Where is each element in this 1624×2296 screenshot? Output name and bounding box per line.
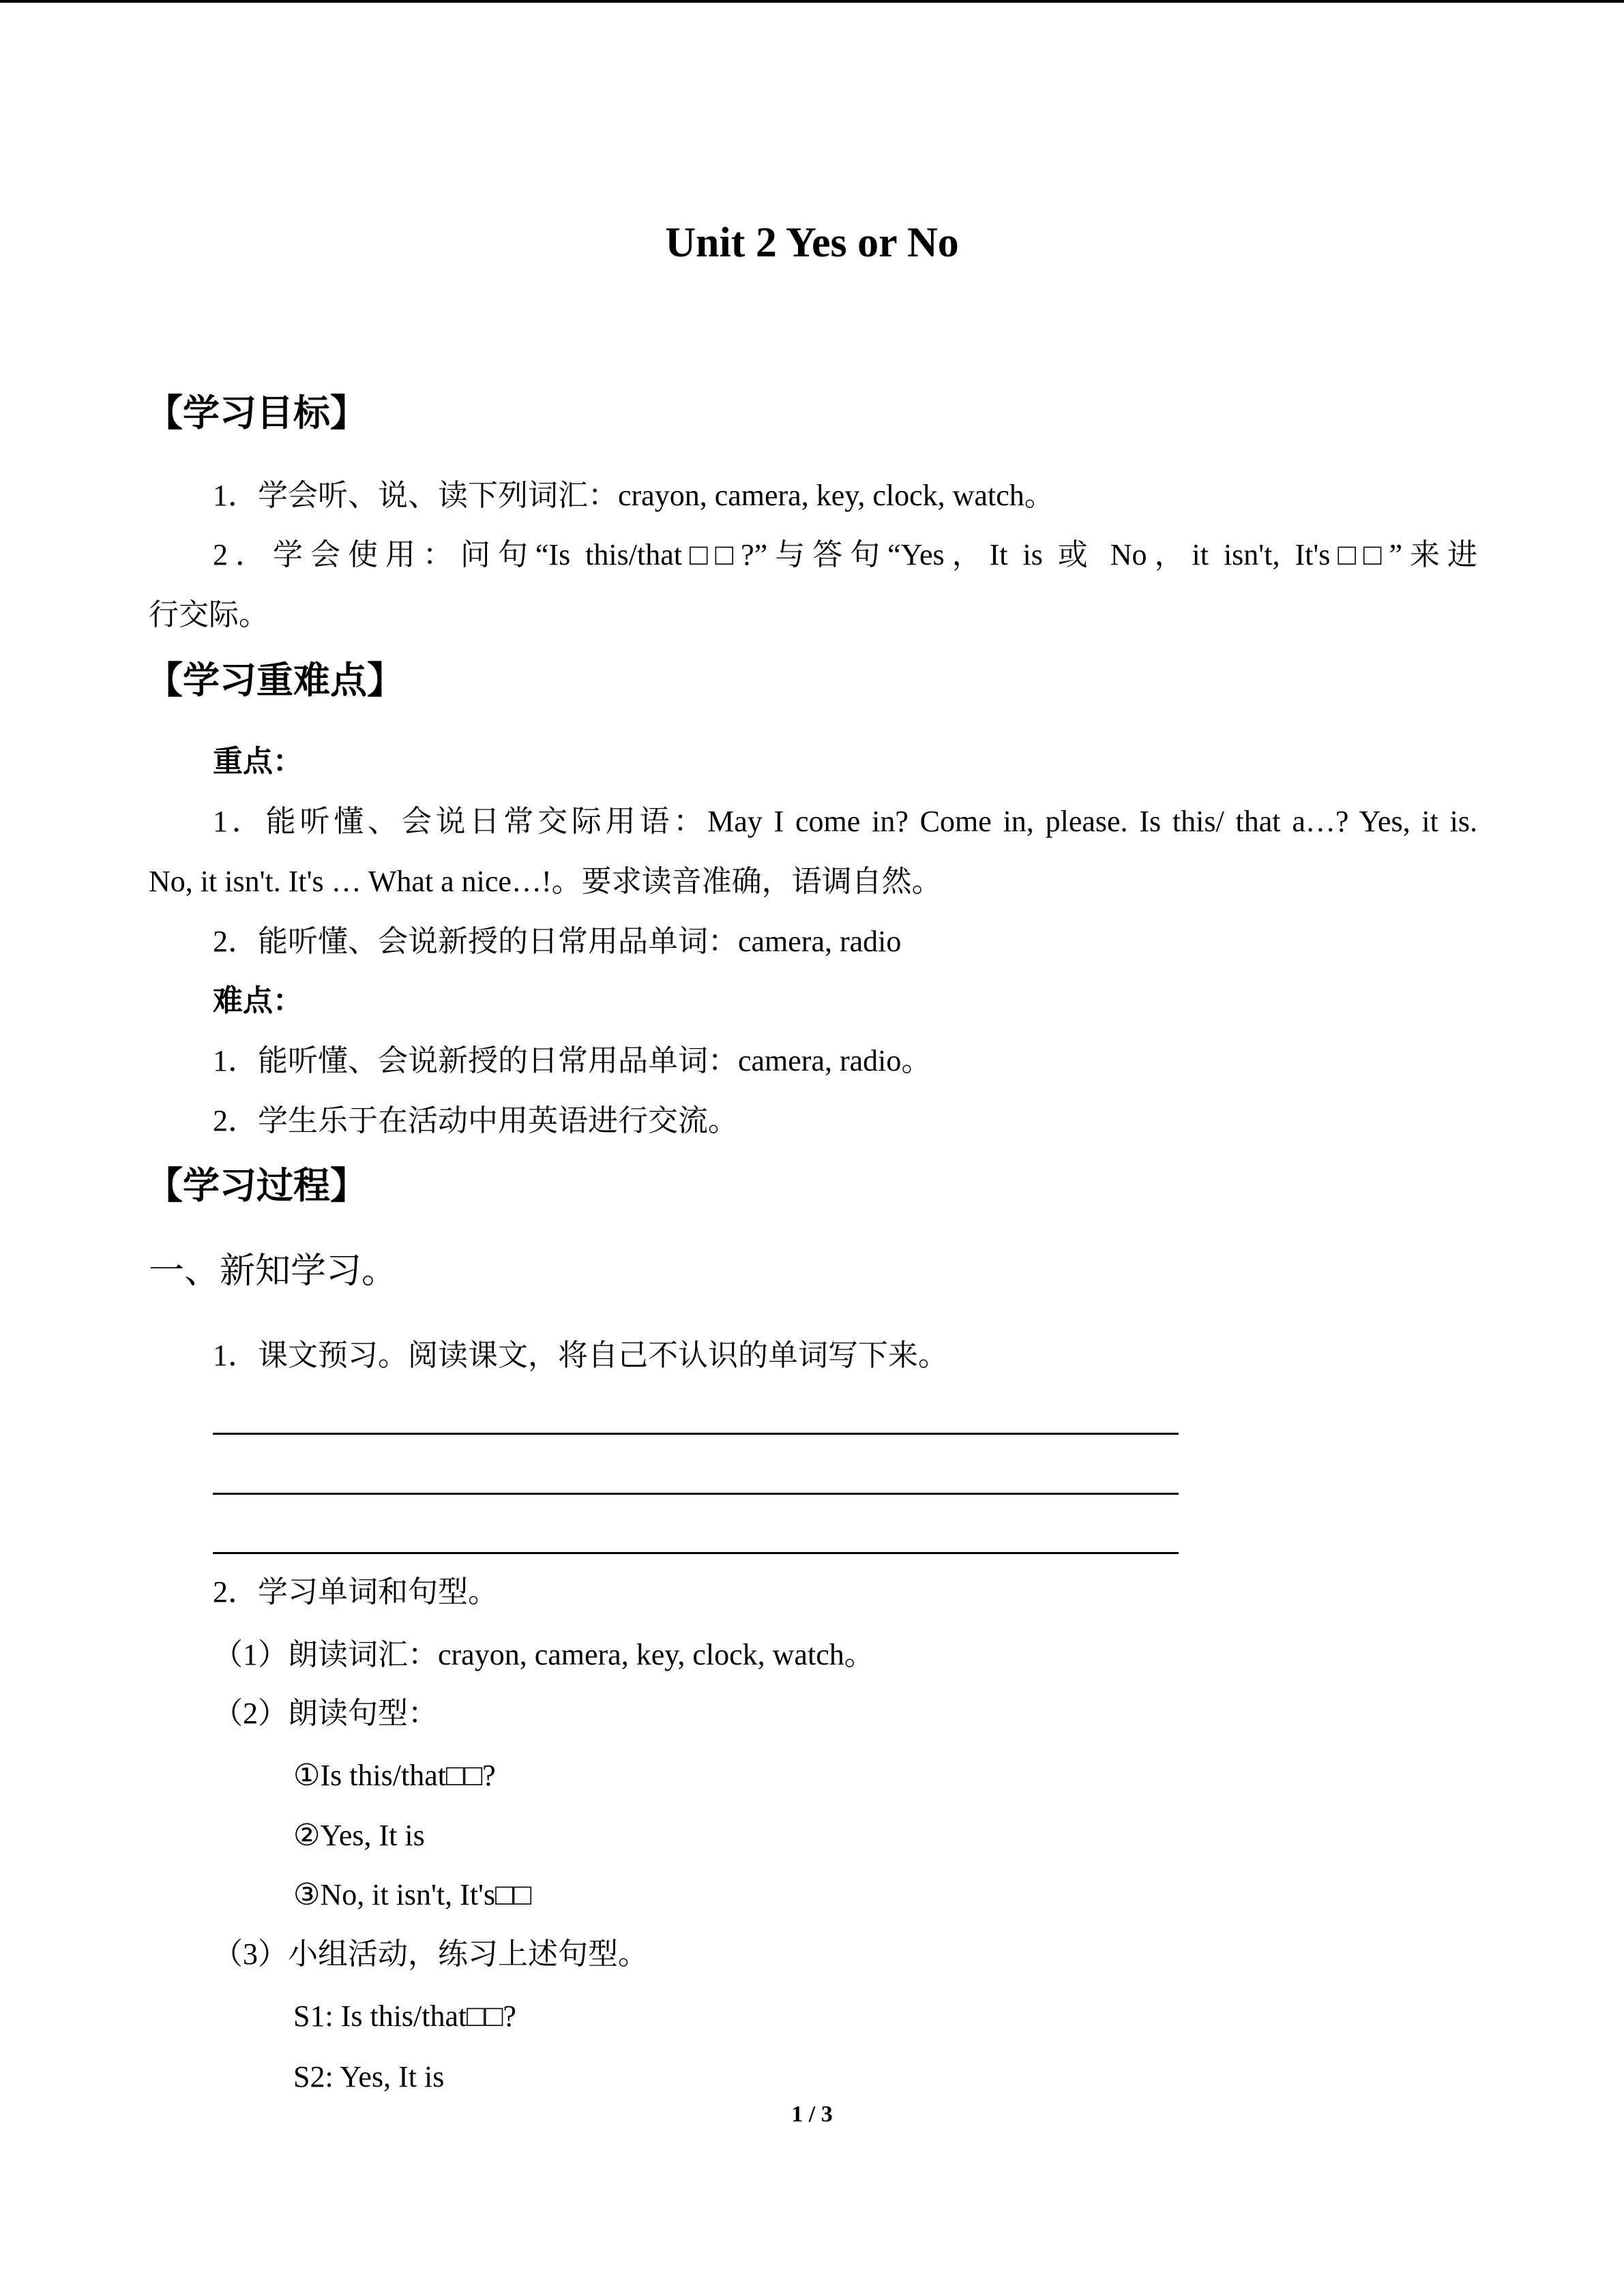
answer-blank-line[interactable] [213, 1552, 1179, 1554]
difficulty-label: 难点： [213, 984, 303, 1017]
focus-item-2: 2．能听懂、会说新授的日常用品单词：camera, radio [213, 925, 902, 958]
objective-item-1: 1．学会听、说、读下列词汇：crayon, camera, key, clock, watch。 [213, 479, 1054, 512]
objective-item-2-cont: 行交际。 [149, 598, 269, 631]
objective-item-2: 2．学会使用：问句“Is this/that□□?”与答句“Yes，It is 或 No，it isn't, It's□□”来进 [213, 538, 1477, 571]
focus-item-1: 1．能听懂、会说日常交际用语：May I come in? Come in, please. Is this/ that a…? Yes, it is. [213, 805, 1477, 838]
focus-label: 重点： [213, 745, 303, 778]
difficulty-item-2: 2．学生乐于在活动中用英语进行交流。 [213, 1104, 738, 1137]
sub-step-1: （1）朗读词汇：crayon, camera, key, clock, watch。 [213, 1638, 874, 1671]
part-1-title: 一、新知学习。 [149, 1252, 398, 1291]
difficulty-item-1: 1．能听懂、会说新授的日常用品单词：camera, radio。 [213, 1044, 932, 1077]
dialogue-line-1: S1: Is this/that□□? [293, 1999, 516, 2033]
sentence-pattern-3: ③No, it isn't, It's□□ [293, 1878, 532, 1911]
heading-process: 【学习过程】 [146, 1165, 367, 1206]
sentence-pattern-1: ①Is this/that□□? [293, 1759, 496, 1792]
heading-objectives: 【学习目标】 [146, 393, 367, 434]
answer-blank-line[interactable] [213, 1493, 1179, 1495]
sentence-pattern-2: ②Yes, It is [293, 1819, 425, 1852]
sub-step-3: （3）小组活动，练习上述句型。 [213, 1937, 648, 1971]
document-title: Unit 2 Yes or No [665, 220, 959, 266]
step-1: 1．课文预习。阅读课文，将自己不认识的单词写下来。 [213, 1339, 948, 1372]
page-top-border [0, 0, 1624, 3]
answer-blank-line[interactable] [213, 1433, 1179, 1435]
dialogue-line-2: S2: Yes, It is [293, 2060, 445, 2093]
sub-step-2: （2）朗读句型： [213, 1697, 438, 1730]
step-2: 2．学习单词和句型。 [213, 1575, 498, 1609]
heading-key-points: 【学习重难点】 [146, 660, 404, 701]
focus-item-1-cont: No, it isn't. It's … What a nice…!。要求读音准确，语调自然。 [149, 865, 942, 898]
page-number: 1 / 3 [791, 2102, 833, 2127]
